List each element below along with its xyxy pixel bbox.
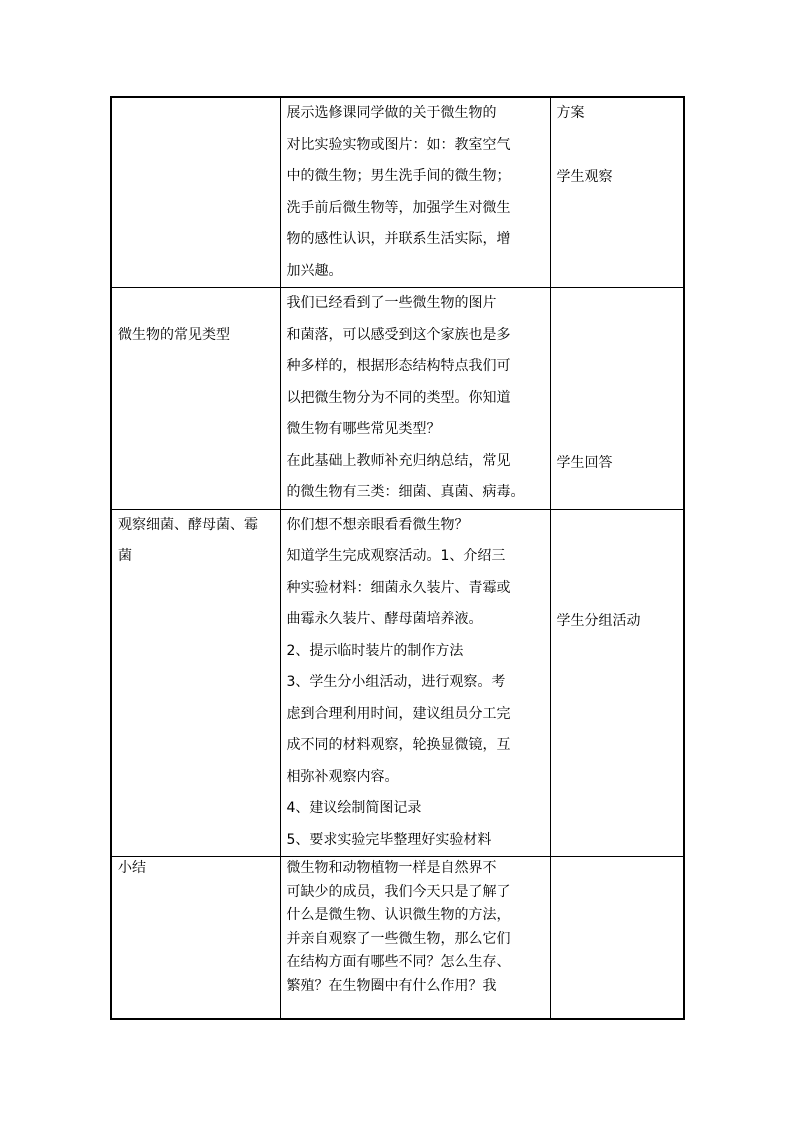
teacher-line: 曲霉永久装片、酵母菌培养液。 <box>286 611 483 627</box>
table-row <box>111 97 684 288</box>
teacher-line: 4、建议绘制简图记录 <box>286 800 422 816</box>
teacher-activity-cell <box>280 509 550 857</box>
table-row <box>111 857 684 1019</box>
teacher-activity-cell <box>280 288 550 510</box>
teacher-line: 加兴趣。 <box>286 262 343 279</box>
student-activity-cell <box>550 97 684 288</box>
teacher-line: 中的微生物；男生洗手间的微生物； <box>286 168 511 184</box>
teacher-line: 我们已经看到了一些微生物的图片 <box>286 295 497 311</box>
teacher-line: 3、学生分小组活动，进行观察。考 <box>286 674 506 690</box>
teacher-line: 和菌落，可以感受到这个家族也是多 <box>286 326 511 343</box>
topic-cell <box>111 857 280 1019</box>
teacher-activity-cell <box>280 857 550 1019</box>
teacher-line: 并亲自观察了一些微生物，那么它们 <box>286 930 511 947</box>
teacher-line: 虑到合理利用时间，建议组员分工完 <box>286 705 511 722</box>
table-row <box>111 509 684 857</box>
teacher-line: 微生物有哪些常见类型？ <box>286 421 441 437</box>
teacher-line: 以把微生物分为不同的类型。你知道 <box>286 389 511 406</box>
teacher-line: 繁殖？在生物圈中有什么作用？我 <box>286 977 497 994</box>
teacher-line: 2、提示临时装片的制作方法 <box>286 642 464 659</box>
teacher-line: 你们想不想亲眼看看微生物？ <box>286 516 469 533</box>
lesson-plan-table <box>110 96 685 1020</box>
student-line: 学生观察 <box>556 168 613 185</box>
topic-cell <box>111 288 280 510</box>
teacher-line: 什么是微生物、认识微生物的方法， <box>286 907 511 923</box>
teacher-line: 对比实验实物或图片：如：教室空气 <box>286 136 511 153</box>
teacher-line: 洗手前后微生物等，加强学生对微生 <box>286 199 511 216</box>
teacher-line: 种多样的，根据形态结构特点我们可 <box>286 358 511 374</box>
topic-cell <box>111 509 280 857</box>
teacher-line: 可缺少的成员，我们今天只是了解了 <box>286 883 511 900</box>
student-line: 学生分组活动 <box>556 612 641 629</box>
teacher-line: 在此基础上教师补充归纳总结，常见 <box>286 452 511 469</box>
student-line: 学生回答 <box>556 455 613 471</box>
student-activity-cell <box>550 509 684 857</box>
topic-text: 菌 <box>118 548 132 564</box>
topic-text: 微生物的常见类型 <box>118 327 230 343</box>
teacher-line: 微生物和动物植物一样是自然界不 <box>286 860 497 876</box>
topic-text: 小结 <box>118 860 146 876</box>
teacher-line: 相弥补观察内容。 <box>286 768 399 785</box>
teacher-line: 知道学生完成观察活动。1、介绍三 <box>286 548 506 564</box>
teacher-line: 成不同的材料观察，轮换显微镜，互 <box>286 737 511 753</box>
student-line: 方案 <box>556 105 585 121</box>
student-activity-cell <box>550 857 684 1019</box>
teacher-line: 种实验材料：细菌永久装片、青霉或 <box>286 579 511 596</box>
teacher-line: 展示选修课同学做的关于微生物的 <box>286 105 497 121</box>
topic-text: 观察细菌、酵母菌、霉 <box>118 516 258 533</box>
table-row <box>111 288 684 510</box>
teacher-activity-cell <box>280 97 550 288</box>
teacher-line: 在结构方面有哪些不同？怎么生存、 <box>286 954 511 970</box>
teacher-line: 物的感性认识，并联系生活实际，增 <box>286 231 511 247</box>
student-activity-cell <box>550 288 684 510</box>
teacher-line: 的微生物有三类：细菌、真菌、病毒。 <box>286 484 525 500</box>
teacher-line: 5、要求实验完毕整理好实验材料 <box>286 831 492 848</box>
topic-cell <box>111 97 280 288</box>
